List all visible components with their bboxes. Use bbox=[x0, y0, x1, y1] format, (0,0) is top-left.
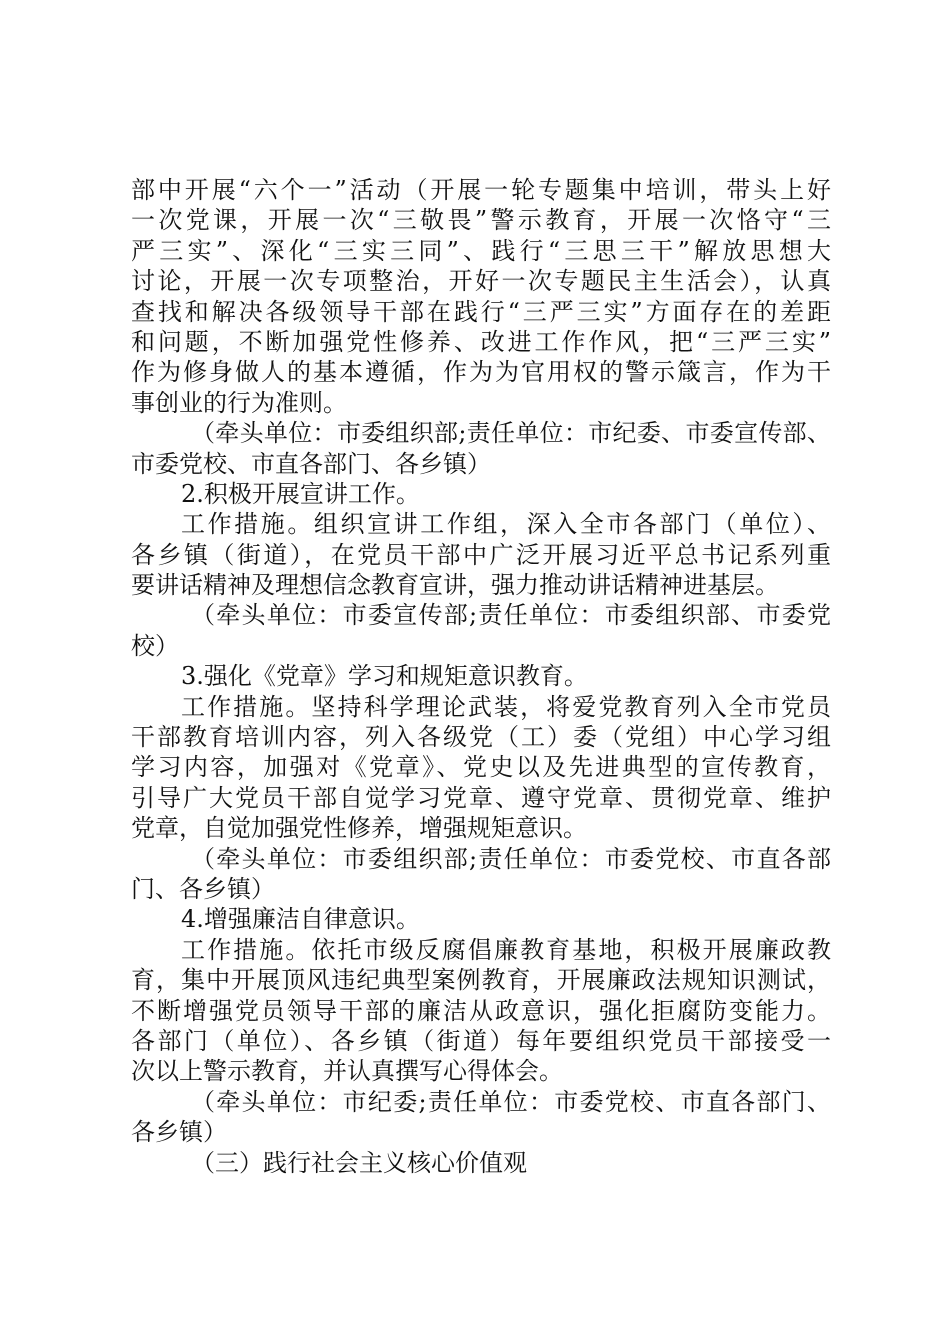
text-line: 引导广大党员干部自觉学习党章、遵守党章、贯彻党章、维护 bbox=[131, 783, 831, 812]
text-line: （三）践行社会主义核心价值观 bbox=[191, 1148, 527, 1177]
text-line: 严三实”、深化“三实三同”、践行“三思三干”解放思想大 bbox=[131, 236, 831, 265]
document-body bbox=[131, 175, 831, 1178]
text-line: 作为修身做人的基本遵循，作为为官用权的警示箴言，作为干 bbox=[131, 358, 831, 387]
text-line: 门、各乡镇） bbox=[131, 874, 275, 903]
text-line: 工作措施。组织宣讲工作组，深入全市各部门（单位）、 bbox=[181, 510, 831, 539]
text-line: 各部门（单位）、各乡镇（街道）每年要组织党员干部接受一 bbox=[131, 1026, 831, 1055]
text-line: 各乡镇（街道），在党员干部中广泛开展习近平总书记系列重 bbox=[131, 540, 831, 569]
text-line: 要讲话精神及理想信念教育宣讲，强力推动讲话精神进基层。 bbox=[131, 571, 779, 600]
text-line: 党章，自觉加强党性修养，增强规矩意识。 bbox=[131, 814, 587, 843]
text-line: 市委党校、市直各部门、各乡镇） bbox=[131, 449, 491, 478]
text-line: 事创业的行为准则。 bbox=[131, 388, 347, 417]
text-line: 查找和解决各级领导干部在践行“三严三实”方面存在的差距 bbox=[131, 297, 831, 326]
text-line: 工作措施。坚持科学理论武装，将爱党教育列入全市党员 bbox=[181, 692, 831, 721]
text-line: 3.强化《党章》学习和规矩意识教育。 bbox=[181, 662, 588, 691]
text-line: 讨论，开展一次专项整治，开好一次专题民主生活会），认真 bbox=[131, 267, 831, 296]
text-line: 各乡镇） bbox=[131, 1118, 227, 1147]
text-line: 干部教育培训内容，列入各级党（工）委（党组）中心学习组 bbox=[131, 723, 831, 752]
text-line: 部中开展“六个一”活动（开展一轮专题集中培训，带头上好 bbox=[131, 176, 831, 204]
text-line: （牵头单位：市委宣传部;责任单位：市委组织部、市委党 bbox=[191, 601, 831, 630]
text-line: （牵头单位：市委组织部;责任单位：市纪委、市委宣传部、 bbox=[191, 419, 831, 448]
text-line: 学习内容，加强对《党章》、党史以及先进典型的宣传教育， bbox=[131, 753, 831, 782]
text-line: 育，集中开展顶风违纪典型案例教育，开展廉政法规知识测试， bbox=[131, 966, 831, 995]
text-line: 一次党课，开展一次“三敬畏”警示教育，开展一次恪守“三 bbox=[131, 206, 831, 235]
text-line: （牵头单位：市委组织部;责任单位：市委党校、市直各部 bbox=[191, 844, 831, 873]
text-line: 不断增强党员领导干部的廉洁从政意识，强化拒腐防变能力。 bbox=[131, 996, 831, 1025]
text-line: （牵头单位：市纪委;责任单位：市委党校、市直各部门、 bbox=[191, 1087, 831, 1116]
text-line: 次以上警示教育，并认真撰写心得体会。 bbox=[131, 1057, 563, 1086]
text-line: 校） bbox=[131, 631, 179, 660]
text-line: 4.增强廉洁自律意识。 bbox=[181, 905, 420, 934]
text-line: 工作措施。依托市级反腐倡廉教育基地，积极开展廉政教 bbox=[181, 935, 831, 964]
text-line: 和问题，不断加强党性修养、改进工作作风，把“三严三实” bbox=[131, 327, 831, 356]
text-line: 2.积极开展宣讲工作。 bbox=[181, 479, 420, 508]
